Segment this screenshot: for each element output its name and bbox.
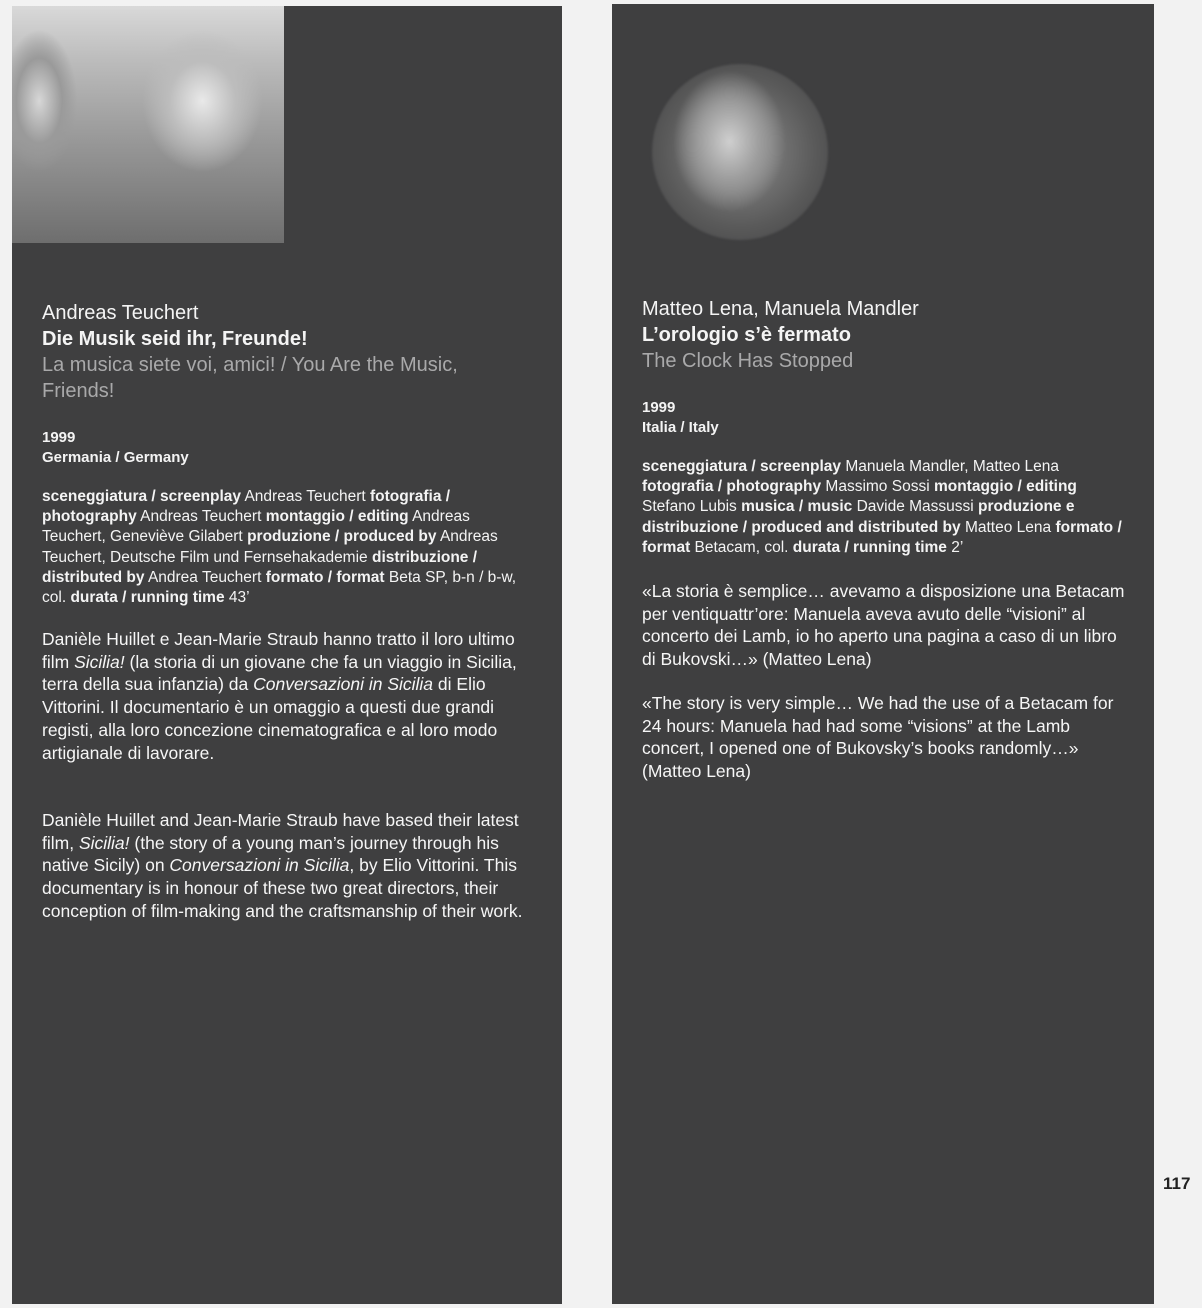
credit-label: produzione e distribuzione / produced and distributed by [642, 498, 1075, 536]
synopsis-text: (la storia di un giovane che fa un viaggio in Sicilia, terra della sua infanzia) da [42, 651, 517, 695]
synopsis-text: di Elio Vittorini. Il documentario è un omaggio a questi due grandi registi, alla loro concezione cinematografica e al loro modo artigianale di lavorare. [42, 674, 498, 763]
credit-value: Davide Massussi [856, 498, 974, 516]
film-year-country [42, 428, 534, 468]
page-number: 117 [1163, 1174, 1191, 1193]
credit-label: distribuzione / distributed by [42, 548, 478, 586]
credit-value: Massimo Sossi [825, 478, 930, 496]
credit-value: Betacam, col. [694, 538, 789, 556]
credit-value: Manuela Mandler, Matteo Lena [845, 458, 1060, 475]
quote-text: «The story is very simple… We had the use of a Betacam for 24 hours: Manuela had had some “visions” at the Lamb concert, I opened one of Bukovsky’s books randomly…» (Matteo Lena) [642, 693, 1114, 782]
film-year-country [642, 398, 1126, 438]
credit-label: sceneggiatura / screenplay [642, 458, 842, 475]
credit-label: musica / music [741, 498, 853, 516]
film-subtitle: The Clock Has Stopped [642, 350, 854, 372]
quote-text: «La storia è semplice… avevamo a disposizione una Betacam per ventiquattr’ore: Manuela aveva avuto delle “visioni” al concerto dei Lamb, io ho aperto una pagina a caso di un libro di Bukovski…» (Matteo Lena) [642, 581, 1125, 670]
film-title: L’orologio s’è fermato [642, 324, 851, 346]
film-still-photo [652, 64, 828, 240]
film-reference: Sicilia! [74, 651, 125, 672]
film-still-photo [12, 6, 284, 243]
credits [42, 487, 534, 608]
synopsis-english [42, 809, 534, 923]
credit-value: Andrea Teuchert [147, 568, 262, 586]
film-subtitle: La musica siete voi, amici! / You Are the Music, Friends! [42, 354, 458, 402]
book-reference: Conversazioni in Sicilia [169, 855, 350, 876]
synopsis-text: , by Elio Vittorini. This documentary is in honour of these two great directors, their conception of film-making and the craftsmanship of their work. [42, 855, 523, 921]
credit-value: Andreas Teuchert [244, 488, 366, 505]
credit-label: formato / format [642, 518, 1122, 556]
credit-value: 43’ [228, 589, 250, 607]
credit-label: fotografia / photography [642, 478, 822, 496]
credit-value: 2’ [951, 538, 964, 556]
country: Italia / Italy [642, 419, 719, 436]
credit-value: Andreas Teuchert [140, 508, 262, 526]
credit-label: formato / format [265, 568, 385, 586]
credit-value: Beta SP, b-n / b-w, col. [42, 568, 517, 607]
book-reference: Conversazioni in Sicilia [253, 674, 434, 695]
credit-label: fotografia / photography [42, 488, 451, 526]
credit-label: durata / running time [792, 538, 947, 556]
synopsis-text: Danièle Huillet e Jean-Marie Straub hanno tratto il loro ultimo film [42, 629, 515, 672]
director: Andreas Teuchert [42, 302, 199, 324]
credit-label: durata / running time [70, 589, 225, 607]
quote-english [642, 692, 1126, 783]
credit-label: produzione / produced by [247, 528, 437, 546]
director: Matteo Lena, Manuela Mandler [642, 298, 919, 320]
credit-value: Matteo Lena [964, 518, 1052, 536]
film-title: Die Musik seid ihr, Freunde! [42, 328, 308, 350]
film-heading [642, 296, 1126, 374]
synopsis-text: (the story of a young man’s journey through his native Sicily) on [42, 832, 499, 876]
year: 1999 [642, 399, 676, 416]
film-entry-left [12, 6, 562, 1304]
film-reference: Sicilia! [78, 832, 130, 853]
year: 1999 [42, 429, 76, 446]
credit-label: montaggio / editing [933, 478, 1077, 496]
credit-label: montaggio / editing [265, 508, 409, 526]
synopsis-text: Danièle Huillet and Jean-Marie Straub have based their latest film, [42, 810, 519, 853]
credit-value: Stefano Lubis [642, 498, 737, 516]
film-entry-right [612, 4, 1154, 1304]
credits [642, 457, 1126, 558]
synopsis-italian [42, 628, 534, 764]
country: Germania / Germany [42, 449, 189, 466]
quote-italian [642, 580, 1126, 671]
credit-value: Andreas Teuchert, Geneviève Gilabert [42, 508, 470, 546]
film-heading [42, 300, 534, 404]
credit-value: Andreas Teuchert, Deutsche Film und Fernsehakademie [42, 528, 498, 566]
credit-label: sceneggiatura / screenplay [42, 488, 242, 505]
